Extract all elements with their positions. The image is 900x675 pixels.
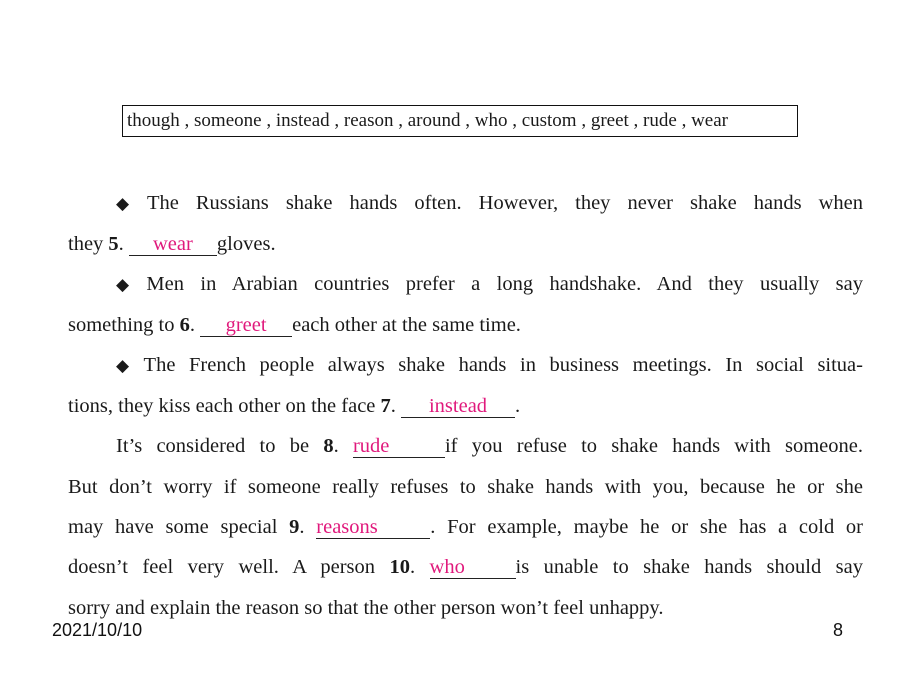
question-number-9: 9 <box>289 516 300 538</box>
answer-blank-7: instead <box>401 395 515 418</box>
diamond-bullet-icon: ◆ <box>116 356 138 376</box>
diamond-bullet-icon: ◆ <box>116 275 141 295</box>
paragraph-3-line-2: tions, they kiss each other on the face 7. instead . <box>68 395 521 417</box>
paragraph-2-line-2: something to 6. greet each other at the same time. <box>68 314 521 336</box>
paragraph-1-line-2: they 5. wear gloves. <box>68 233 276 255</box>
paragraph-1-line-1: ◆ The Russians shake hands often. However, they never shake hands when <box>116 192 863 214</box>
answer-blank-9: reasons <box>316 516 430 539</box>
question-number-6: 6 <box>179 314 190 336</box>
question-number-7: 7 <box>380 395 391 417</box>
paragraph-3-line-1: ◆ The French people always shake hands in business meetings. In social situa- <box>116 354 863 376</box>
answer-blank-6: greet <box>200 314 292 337</box>
question-number-5: 5 <box>108 233 119 255</box>
answer-blank-5: wear <box>129 233 217 256</box>
paragraph-4-line-2: But don’t worry if someone really refuses to shake hands with you, because he or she <box>68 476 863 498</box>
page-number: 8 <box>833 620 844 640</box>
word-bank-box <box>122 105 798 137</box>
paragraph-4-line-3: may have some special 9. reasons . For example, maybe he or she has a cold or <box>68 516 864 538</box>
paragraph-4-line-1: It’s considered to be 8. rude if you refuse to shake hands with someone. <box>116 435 864 457</box>
question-number-8: 8 <box>323 435 334 457</box>
paragraph-2-line-1: ◆ Men in Arabian countries prefer a long handshake. And they usually say <box>116 273 863 295</box>
paragraph-4-line-4: doesn’t feel very well. A person 10. who is unable to shake hands should say <box>68 556 864 578</box>
diamond-bullet-icon: ◆ <box>116 194 141 214</box>
word-bank-text: though , someone , instead , reason , around , who , custom , greet , rude , wear <box>127 110 728 131</box>
answer-blank-10: who <box>430 556 516 579</box>
question-number-10: 10 <box>389 556 410 578</box>
footer-date: 2021/10/10 <box>52 620 143 640</box>
answer-blank-8: rude <box>353 435 445 458</box>
paragraph-4-line-5: sorry and explain the reason so that the other person won’t feel unhappy. <box>68 597 664 619</box>
